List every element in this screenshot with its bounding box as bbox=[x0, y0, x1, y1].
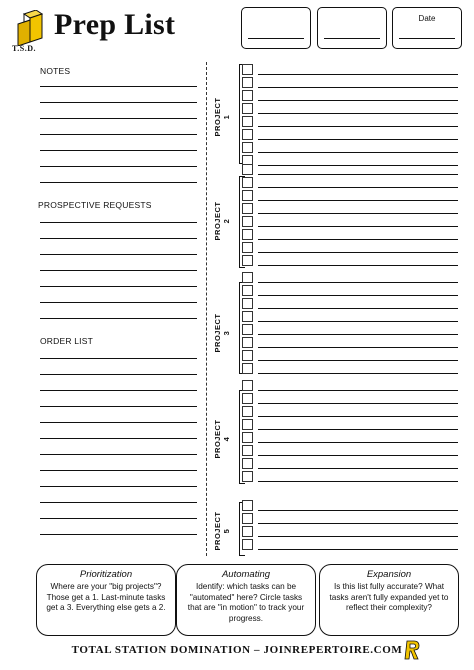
task-line[interactable] bbox=[258, 126, 458, 127]
task-line[interactable] bbox=[258, 187, 458, 188]
task-line[interactable] bbox=[258, 239, 458, 240]
task-line[interactable] bbox=[258, 334, 458, 335]
task-row bbox=[242, 242, 462, 253]
repertoire-r-icon bbox=[404, 640, 420, 660]
task-row bbox=[242, 203, 462, 214]
notes-line[interactable] bbox=[40, 118, 197, 119]
footer-text: TOTAL STATION DOMINATION – JOINREPERTOIRE.COM bbox=[71, 644, 403, 656]
task-row bbox=[242, 419, 462, 430]
task-checkbox[interactable] bbox=[242, 142, 253, 153]
date-label: Date bbox=[418, 14, 436, 23]
task-line[interactable] bbox=[258, 152, 458, 153]
task-line[interactable] bbox=[258, 139, 458, 140]
task-line[interactable] bbox=[258, 74, 458, 75]
card-text: Identify: which tasks can be "automated" here? Circle tasks that are "in motion" to track your progress. bbox=[187, 582, 305, 623]
notes-line[interactable] bbox=[40, 150, 197, 151]
notes-line[interactable] bbox=[40, 86, 197, 87]
task-row bbox=[242, 103, 462, 114]
header-field-box-2[interactable] bbox=[317, 7, 387, 49]
task-checkbox[interactable] bbox=[242, 380, 253, 391]
notes-line[interactable] bbox=[40, 182, 197, 183]
task-row bbox=[242, 393, 462, 404]
order-line[interactable] bbox=[40, 534, 197, 535]
task-row bbox=[242, 116, 462, 127]
task-line[interactable] bbox=[258, 373, 458, 374]
task-line[interactable] bbox=[258, 113, 458, 114]
task-checkbox[interactable] bbox=[242, 324, 253, 335]
project-5-group bbox=[212, 500, 462, 558]
task-checkbox[interactable] bbox=[242, 164, 253, 175]
task-line[interactable] bbox=[258, 308, 458, 309]
prospective-requests-title: PROSPECTIVE REQUESTS bbox=[38, 200, 152, 210]
task-row bbox=[242, 64, 462, 75]
notes-line[interactable] bbox=[40, 102, 197, 103]
task-row bbox=[242, 500, 462, 511]
automating-card bbox=[176, 564, 316, 636]
task-line[interactable] bbox=[258, 321, 458, 322]
task-row bbox=[242, 324, 462, 335]
task-line[interactable] bbox=[258, 213, 458, 214]
project-4-group bbox=[212, 380, 462, 480]
project-1-group bbox=[212, 64, 462, 164]
order-line[interactable] bbox=[40, 406, 197, 407]
task-row bbox=[242, 164, 462, 175]
prospective-line[interactable] bbox=[40, 254, 197, 255]
task-row bbox=[242, 337, 462, 348]
task-line[interactable] bbox=[258, 523, 458, 524]
order-list-title: ORDER LIST bbox=[40, 336, 94, 346]
date-line bbox=[399, 38, 455, 39]
task-checkbox[interactable] bbox=[242, 406, 253, 417]
prioritization-card bbox=[36, 564, 176, 636]
order-line[interactable] bbox=[40, 422, 197, 423]
header-field-line bbox=[248, 38, 304, 39]
task-checkbox[interactable] bbox=[242, 363, 253, 374]
project-2-group bbox=[212, 164, 462, 264]
task-line[interactable] bbox=[258, 282, 458, 283]
task-row bbox=[242, 229, 462, 240]
task-row bbox=[242, 129, 462, 140]
prospective-line[interactable] bbox=[40, 286, 197, 287]
task-line[interactable] bbox=[258, 510, 458, 511]
task-row bbox=[242, 350, 462, 361]
task-checkbox[interactable] bbox=[242, 513, 253, 524]
task-checkbox[interactable] bbox=[242, 419, 253, 430]
task-line[interactable] bbox=[258, 265, 458, 266]
task-row bbox=[242, 406, 462, 417]
task-row bbox=[242, 190, 462, 201]
task-checkbox[interactable] bbox=[242, 216, 253, 227]
order-line[interactable] bbox=[40, 470, 197, 471]
task-checkbox[interactable] bbox=[242, 393, 253, 404]
task-checkbox[interactable] bbox=[242, 458, 253, 469]
order-line[interactable] bbox=[40, 454, 197, 455]
prospective-line[interactable] bbox=[40, 318, 197, 319]
task-row bbox=[242, 526, 462, 537]
task-line[interactable] bbox=[258, 549, 458, 550]
task-row bbox=[242, 272, 462, 283]
page-title: Prep List bbox=[54, 8, 176, 41]
task-checkbox[interactable] bbox=[242, 500, 253, 511]
card-title: Expansion bbox=[366, 569, 412, 580]
task-checkbox[interactable] bbox=[242, 255, 253, 266]
task-checkbox[interactable] bbox=[242, 298, 253, 309]
project-1-label: PROJECT 1 bbox=[213, 97, 231, 137]
task-checkbox[interactable] bbox=[242, 526, 253, 537]
task-line[interactable] bbox=[258, 403, 458, 404]
task-line[interactable] bbox=[258, 536, 458, 537]
order-line[interactable] bbox=[40, 502, 197, 503]
order-line[interactable] bbox=[40, 518, 197, 519]
task-checkbox[interactable] bbox=[242, 90, 253, 101]
date-field-box[interactable] bbox=[392, 7, 462, 49]
project-3-label: PROJECT 3 bbox=[213, 313, 231, 353]
header-field-box-1[interactable] bbox=[241, 7, 311, 49]
task-line[interactable] bbox=[258, 390, 458, 391]
task-row bbox=[242, 142, 462, 153]
task-checkbox[interactable] bbox=[242, 337, 253, 348]
task-line[interactable] bbox=[258, 347, 458, 348]
task-line[interactable] bbox=[258, 200, 458, 201]
task-row bbox=[242, 255, 462, 266]
task-checkbox[interactable] bbox=[242, 445, 253, 456]
task-checkbox[interactable] bbox=[242, 272, 253, 283]
task-line[interactable] bbox=[258, 455, 458, 456]
task-row bbox=[242, 216, 462, 227]
order-line[interactable] bbox=[40, 358, 197, 359]
task-row bbox=[242, 177, 462, 188]
task-checkbox[interactable] bbox=[242, 190, 253, 201]
order-line[interactable] bbox=[40, 390, 197, 391]
notes-title: NOTES bbox=[40, 66, 71, 76]
prospective-line[interactable] bbox=[40, 238, 197, 239]
task-row bbox=[242, 77, 462, 88]
task-checkbox[interactable] bbox=[242, 539, 253, 550]
task-line[interactable] bbox=[258, 87, 458, 88]
task-checkbox[interactable] bbox=[242, 229, 253, 240]
task-row bbox=[242, 513, 462, 524]
prospective-line[interactable] bbox=[40, 222, 197, 223]
task-line[interactable] bbox=[258, 252, 458, 253]
notes-line[interactable] bbox=[40, 166, 197, 167]
order-line[interactable] bbox=[40, 486, 197, 487]
task-checkbox[interactable] bbox=[242, 64, 253, 75]
task-checkbox[interactable] bbox=[242, 311, 253, 322]
task-line[interactable] bbox=[258, 416, 458, 417]
column-divider bbox=[206, 62, 207, 556]
order-line[interactable] bbox=[40, 438, 197, 439]
task-row bbox=[242, 285, 462, 296]
project-5-label: PROJECT 5 bbox=[213, 511, 231, 551]
task-line[interactable] bbox=[258, 226, 458, 227]
logo-text: T.S.D. bbox=[12, 44, 36, 53]
task-checkbox[interactable] bbox=[242, 350, 253, 361]
task-row bbox=[242, 90, 462, 101]
prospective-line[interactable] bbox=[40, 270, 197, 271]
card-title: Automating bbox=[221, 569, 271, 580]
task-checkbox[interactable] bbox=[242, 242, 253, 253]
task-line[interactable] bbox=[258, 468, 458, 469]
card-title: Prioritization bbox=[79, 569, 133, 580]
task-row bbox=[242, 445, 462, 456]
task-checkbox[interactable] bbox=[242, 77, 253, 88]
expansion-card bbox=[319, 564, 459, 636]
task-line[interactable] bbox=[258, 360, 458, 361]
header-field-line bbox=[324, 38, 380, 39]
tsd-cube-logo-icon bbox=[14, 10, 46, 46]
task-checkbox[interactable] bbox=[242, 129, 253, 140]
task-line[interactable] bbox=[258, 295, 458, 296]
task-checkbox[interactable] bbox=[242, 177, 253, 188]
task-row bbox=[242, 471, 462, 482]
task-row bbox=[242, 311, 462, 322]
task-line[interactable] bbox=[258, 100, 458, 101]
order-line[interactable] bbox=[40, 374, 197, 375]
task-line[interactable] bbox=[258, 429, 458, 430]
task-checkbox[interactable] bbox=[242, 203, 253, 214]
task-line[interactable] bbox=[258, 481, 458, 482]
task-line[interactable] bbox=[258, 442, 458, 443]
task-row bbox=[242, 363, 462, 374]
task-line[interactable] bbox=[258, 174, 458, 175]
notes-line[interactable] bbox=[40, 134, 197, 135]
task-row bbox=[242, 458, 462, 469]
task-checkbox[interactable] bbox=[242, 116, 253, 127]
card-text: Is this list fully accurate? What tasks aren't fully expanded yet to reflect their complexity? bbox=[329, 582, 449, 612]
task-row bbox=[242, 432, 462, 443]
task-checkbox[interactable] bbox=[242, 103, 253, 114]
task-row bbox=[242, 380, 462, 391]
project-2-label: PROJECT 2 bbox=[213, 201, 231, 241]
card-text: Where are your "big projects"? Those get a 1. Last-minute tasks get a 3. Everything else gets a 2. bbox=[46, 582, 166, 612]
project-4-label: PROJECT 4 bbox=[213, 419, 231, 459]
task-row bbox=[242, 298, 462, 309]
task-checkbox[interactable] bbox=[242, 471, 253, 482]
prospective-line[interactable] bbox=[40, 302, 197, 303]
project-3-group bbox=[212, 272, 462, 372]
task-row bbox=[242, 539, 462, 550]
task-checkbox[interactable] bbox=[242, 285, 253, 296]
task-checkbox[interactable] bbox=[242, 432, 253, 443]
